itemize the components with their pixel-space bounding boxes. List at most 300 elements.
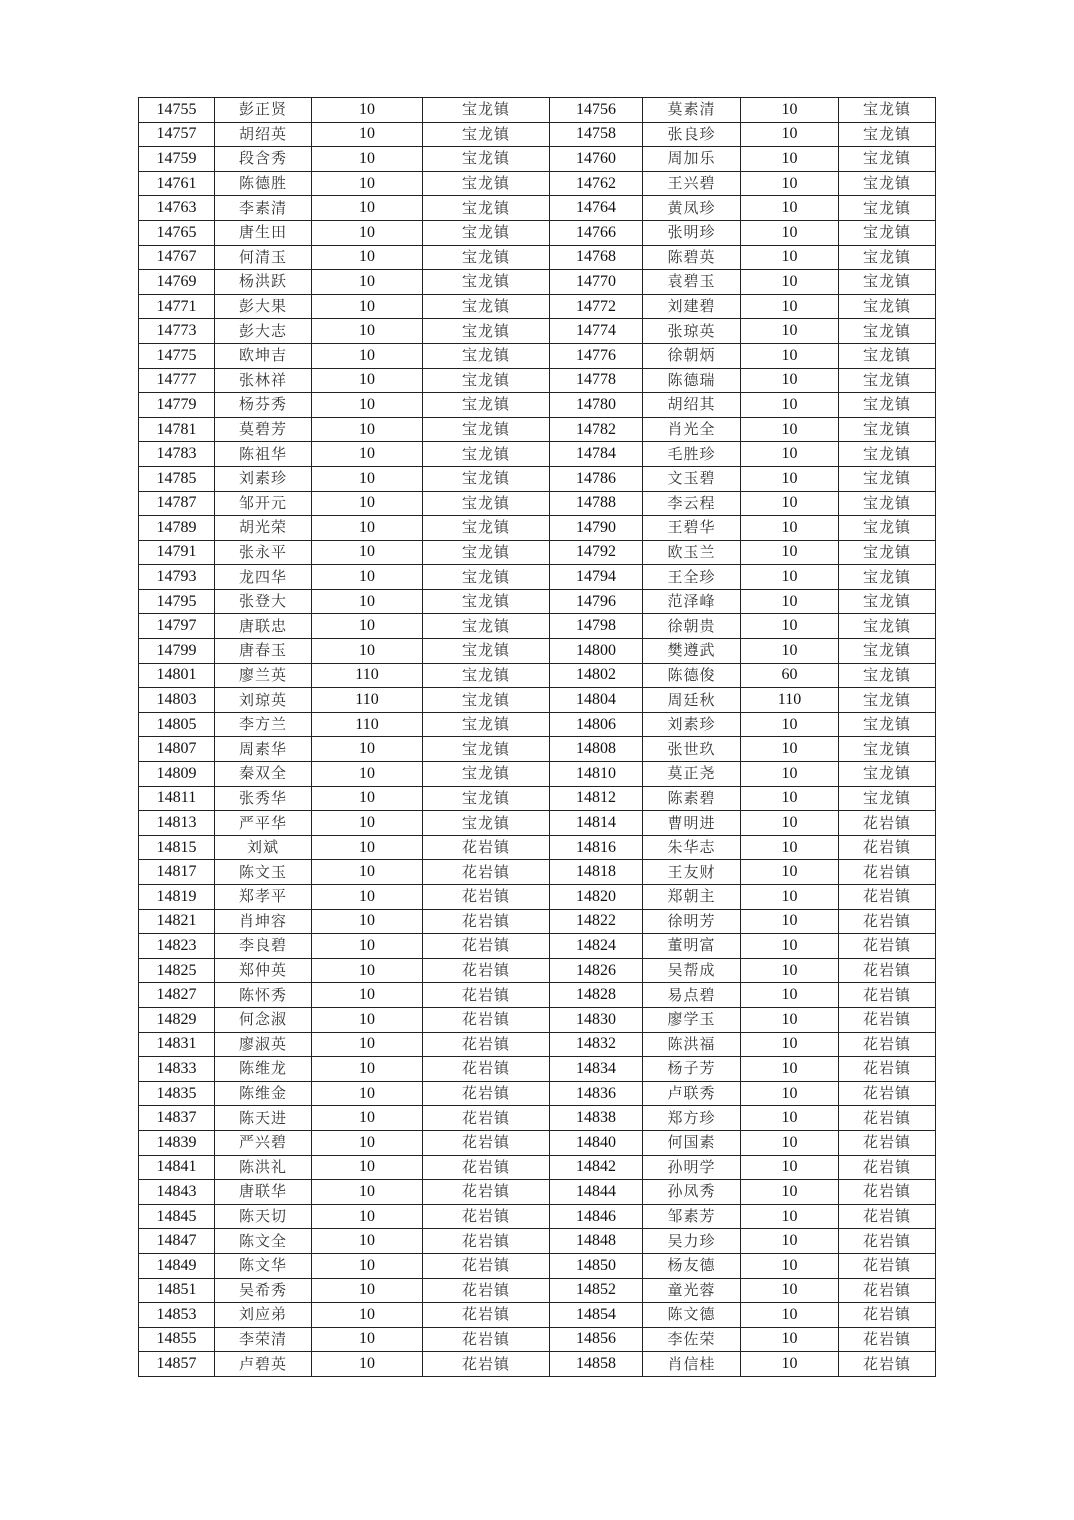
right-amount-cell: 10 (741, 1352, 839, 1377)
left-id-cell: 14827 (139, 983, 215, 1008)
right-town-cell: 宝龙镇 (839, 540, 936, 565)
table-row (139, 220, 936, 245)
right-name-cell: 王友财 (643, 860, 741, 885)
left-id-cell: 14809 (139, 762, 215, 787)
right-name-cell: 吴帮成 (643, 958, 741, 983)
right-name-cell: 孙明学 (643, 1155, 741, 1180)
right-town-cell: 花岩镇 (839, 1253, 936, 1278)
table-row (139, 122, 936, 147)
right-id-cell: 14810 (550, 762, 643, 787)
table-row (139, 393, 936, 418)
left-id-cell: 14829 (139, 1007, 215, 1032)
table-row (139, 1327, 936, 1352)
right-amount-cell: 10 (741, 1278, 839, 1303)
left-amount-cell: 10 (312, 885, 423, 910)
right-name-cell: 周加乐 (643, 147, 741, 172)
left-name-cell: 胡绍英 (215, 122, 312, 147)
left-amount-cell: 10 (312, 811, 423, 836)
right-amount-cell: 10 (741, 639, 839, 664)
right-id-cell: 14852 (550, 1278, 643, 1303)
left-town-cell: 宝龙镇 (423, 343, 550, 368)
left-amount-cell: 10 (312, 639, 423, 664)
left-id-cell: 14769 (139, 270, 215, 295)
left-town-cell: 花岩镇 (423, 1032, 550, 1057)
right-amount-cell: 10 (741, 565, 839, 590)
right-town-cell: 宝龙镇 (839, 368, 936, 393)
right-town-cell: 宝龙镇 (839, 589, 936, 614)
right-name-cell: 胡绍其 (643, 393, 741, 418)
left-town-cell: 宝龙镇 (423, 122, 550, 147)
right-amount-cell: 10 (741, 712, 839, 737)
right-town-cell: 宝龙镇 (839, 122, 936, 147)
right-id-cell: 14856 (550, 1327, 643, 1352)
table-row (139, 934, 936, 959)
right-amount-cell: 10 (741, 393, 839, 418)
right-name-cell: 莫正尧 (643, 762, 741, 787)
right-town-cell: 花岩镇 (839, 1130, 936, 1155)
table-row (139, 909, 936, 934)
right-id-cell: 14788 (550, 491, 643, 516)
left-amount-cell: 10 (312, 1327, 423, 1352)
right-id-cell: 14848 (550, 1229, 643, 1254)
left-id-cell: 14843 (139, 1180, 215, 1205)
left-amount-cell: 10 (312, 614, 423, 639)
left-name-cell: 吴希秀 (215, 1278, 312, 1303)
left-id-cell: 14811 (139, 786, 215, 811)
left-town-cell: 花岩镇 (423, 860, 550, 885)
right-id-cell: 14774 (550, 319, 643, 344)
left-town-cell: 花岩镇 (423, 1057, 550, 1082)
left-amount-cell: 10 (312, 294, 423, 319)
left-amount-cell: 10 (312, 737, 423, 762)
left-id-cell: 14837 (139, 1106, 215, 1131)
right-town-cell: 花岩镇 (839, 1081, 936, 1106)
table-row (139, 245, 936, 270)
table-row (139, 786, 936, 811)
right-amount-cell: 10 (741, 171, 839, 196)
right-id-cell: 14834 (550, 1057, 643, 1082)
left-name-cell: 郑仲英 (215, 958, 312, 983)
left-name-cell: 彭大志 (215, 319, 312, 344)
right-amount-cell: 10 (741, 466, 839, 491)
left-amount-cell: 10 (312, 983, 423, 1008)
right-name-cell: 朱华志 (643, 835, 741, 860)
table-row (139, 540, 936, 565)
right-id-cell: 14760 (550, 147, 643, 172)
left-id-cell: 14777 (139, 368, 215, 393)
right-amount-cell: 10 (741, 786, 839, 811)
right-name-cell: 卢联秀 (643, 1081, 741, 1106)
left-id-cell: 14763 (139, 196, 215, 221)
right-amount-cell: 10 (741, 885, 839, 910)
left-amount-cell: 10 (312, 1155, 423, 1180)
left-town-cell: 花岩镇 (423, 1106, 550, 1131)
right-name-cell: 陈德瑞 (643, 368, 741, 393)
right-amount-cell: 10 (741, 934, 839, 959)
left-name-cell: 唐春玉 (215, 639, 312, 664)
right-name-cell: 樊遵武 (643, 639, 741, 664)
left-id-cell: 14833 (139, 1057, 215, 1082)
table-row (139, 466, 936, 491)
left-amount-cell: 10 (312, 565, 423, 590)
right-name-cell: 肖光全 (643, 417, 741, 442)
right-name-cell: 李佐荣 (643, 1327, 741, 1352)
left-town-cell: 宝龙镇 (423, 171, 550, 196)
table-row (139, 983, 936, 1008)
left-id-cell: 14787 (139, 491, 215, 516)
left-name-cell: 唐联忠 (215, 614, 312, 639)
table-row (139, 270, 936, 295)
left-name-cell: 陈文华 (215, 1253, 312, 1278)
right-id-cell: 14846 (550, 1204, 643, 1229)
left-amount-cell: 10 (312, 491, 423, 516)
table-row (139, 614, 936, 639)
right-name-cell: 曹明进 (643, 811, 741, 836)
table-row (139, 762, 936, 787)
right-amount-cell: 10 (741, 540, 839, 565)
left-town-cell: 花岩镇 (423, 1180, 550, 1205)
right-name-cell: 王全珍 (643, 565, 741, 590)
right-town-cell: 花岩镇 (839, 958, 936, 983)
left-id-cell: 14839 (139, 1130, 215, 1155)
table-row (139, 343, 936, 368)
right-town-cell: 花岩镇 (839, 909, 936, 934)
left-name-cell: 肖坤容 (215, 909, 312, 934)
right-name-cell: 刘素珍 (643, 712, 741, 737)
left-id-cell: 14849 (139, 1253, 215, 1278)
right-name-cell: 陈德俊 (643, 663, 741, 688)
right-town-cell: 花岩镇 (839, 1327, 936, 1352)
table-row (139, 1253, 936, 1278)
left-amount-cell: 10 (312, 98, 423, 123)
left-amount-cell: 10 (312, 1180, 423, 1205)
right-town-cell: 宝龙镇 (839, 663, 936, 688)
left-town-cell: 宝龙镇 (423, 737, 550, 762)
right-name-cell: 郑方珍 (643, 1106, 741, 1131)
table-row (139, 294, 936, 319)
left-name-cell: 何念淑 (215, 1007, 312, 1032)
table-row (139, 1106, 936, 1131)
left-id-cell: 14801 (139, 663, 215, 688)
left-name-cell: 张永平 (215, 540, 312, 565)
left-id-cell: 14783 (139, 442, 215, 467)
left-name-cell: 张登大 (215, 589, 312, 614)
right-town-cell: 宝龙镇 (839, 614, 936, 639)
left-name-cell: 陈洪礼 (215, 1155, 312, 1180)
right-name-cell: 陈碧英 (643, 245, 741, 270)
left-town-cell: 花岩镇 (423, 1253, 550, 1278)
left-amount-cell: 10 (312, 860, 423, 885)
right-town-cell: 宝龙镇 (839, 98, 936, 123)
left-amount-cell: 10 (312, 516, 423, 541)
left-town-cell: 宝龙镇 (423, 147, 550, 172)
right-id-cell: 14816 (550, 835, 643, 860)
right-town-cell: 宝龙镇 (839, 319, 936, 344)
right-name-cell: 张良珍 (643, 122, 741, 147)
right-amount-cell: 10 (741, 1229, 839, 1254)
right-name-cell: 李云程 (643, 491, 741, 516)
table-row (139, 147, 936, 172)
left-town-cell: 花岩镇 (423, 1352, 550, 1377)
right-amount-cell: 60 (741, 663, 839, 688)
right-name-cell: 王碧华 (643, 516, 741, 541)
table-row (139, 712, 936, 737)
right-town-cell: 宝龙镇 (839, 466, 936, 491)
table-row (139, 417, 936, 442)
left-town-cell: 花岩镇 (423, 1155, 550, 1180)
left-town-cell: 花岩镇 (423, 885, 550, 910)
right-town-cell: 宝龙镇 (839, 565, 936, 590)
right-id-cell: 14812 (550, 786, 643, 811)
right-name-cell: 袁碧玉 (643, 270, 741, 295)
left-town-cell: 花岩镇 (423, 1081, 550, 1106)
table-row (139, 565, 936, 590)
right-id-cell: 14814 (550, 811, 643, 836)
left-amount-cell: 10 (312, 1032, 423, 1057)
right-id-cell: 14842 (550, 1155, 643, 1180)
right-id-cell: 14844 (550, 1180, 643, 1205)
right-amount-cell: 10 (741, 589, 839, 614)
left-id-cell: 14757 (139, 122, 215, 147)
left-town-cell: 宝龙镇 (423, 811, 550, 836)
left-amount-cell: 10 (312, 589, 423, 614)
left-name-cell: 李荣清 (215, 1327, 312, 1352)
left-name-cell: 杨洪跃 (215, 270, 312, 295)
left-id-cell: 14855 (139, 1327, 215, 1352)
left-town-cell: 宝龙镇 (423, 294, 550, 319)
left-id-cell: 14793 (139, 565, 215, 590)
table-row (139, 958, 936, 983)
left-town-cell: 花岩镇 (423, 1229, 550, 1254)
left-amount-cell: 10 (312, 147, 423, 172)
left-amount-cell: 10 (312, 1007, 423, 1032)
left-amount-cell: 10 (312, 393, 423, 418)
table-row (139, 196, 936, 221)
left-amount-cell: 10 (312, 171, 423, 196)
left-amount-cell: 10 (312, 368, 423, 393)
left-id-cell: 14823 (139, 934, 215, 959)
left-id-cell: 14781 (139, 417, 215, 442)
right-id-cell: 14850 (550, 1253, 643, 1278)
left-name-cell: 陈文玉 (215, 860, 312, 885)
right-amount-cell: 10 (741, 835, 839, 860)
right-amount-cell: 10 (741, 1106, 839, 1131)
right-name-cell: 肖信桂 (643, 1352, 741, 1377)
table-row (139, 1032, 936, 1057)
left-amount-cell: 10 (312, 1057, 423, 1082)
left-town-cell: 宝龙镇 (423, 614, 550, 639)
right-town-cell: 宝龙镇 (839, 417, 936, 442)
right-town-cell: 宝龙镇 (839, 294, 936, 319)
right-name-cell: 徐朝炳 (643, 343, 741, 368)
left-town-cell: 花岩镇 (423, 1327, 550, 1352)
left-id-cell: 14835 (139, 1081, 215, 1106)
right-id-cell: 14784 (550, 442, 643, 467)
table-row (139, 885, 936, 910)
right-id-cell: 14772 (550, 294, 643, 319)
right-id-cell: 14768 (550, 245, 643, 270)
right-amount-cell: 10 (741, 245, 839, 270)
table-row (139, 1204, 936, 1229)
left-id-cell: 14755 (139, 98, 215, 123)
table-row (139, 1155, 936, 1180)
left-id-cell: 14815 (139, 835, 215, 860)
table-row (139, 1229, 936, 1254)
right-town-cell: 宝龙镇 (839, 639, 936, 664)
right-id-cell: 14798 (550, 614, 643, 639)
left-id-cell: 14803 (139, 688, 215, 713)
right-name-cell: 周廷秋 (643, 688, 741, 713)
left-town-cell: 花岩镇 (423, 909, 550, 934)
table-row (139, 442, 936, 467)
right-id-cell: 14830 (550, 1007, 643, 1032)
left-town-cell: 花岩镇 (423, 835, 550, 860)
left-amount-cell: 10 (312, 1106, 423, 1131)
right-id-cell: 14854 (550, 1303, 643, 1328)
right-name-cell: 张明珍 (643, 220, 741, 245)
left-id-cell: 14795 (139, 589, 215, 614)
right-name-cell: 廖学玉 (643, 1007, 741, 1032)
right-id-cell: 14822 (550, 909, 643, 934)
right-id-cell: 14782 (550, 417, 643, 442)
left-id-cell: 14853 (139, 1303, 215, 1328)
left-name-cell: 陈天进 (215, 1106, 312, 1131)
table-row (139, 98, 936, 123)
left-id-cell: 14807 (139, 737, 215, 762)
left-id-cell: 14767 (139, 245, 215, 270)
left-town-cell: 宝龙镇 (423, 220, 550, 245)
left-town-cell: 宝龙镇 (423, 712, 550, 737)
left-town-cell: 花岩镇 (423, 1303, 550, 1328)
left-name-cell: 刘斌 (215, 835, 312, 860)
right-amount-cell: 10 (741, 1155, 839, 1180)
right-id-cell: 14766 (550, 220, 643, 245)
left-amount-cell: 10 (312, 245, 423, 270)
left-amount-cell: 10 (312, 417, 423, 442)
right-id-cell: 14838 (550, 1106, 643, 1131)
right-amount-cell: 10 (741, 196, 839, 221)
left-amount-cell: 10 (312, 466, 423, 491)
left-id-cell: 14759 (139, 147, 215, 172)
right-town-cell: 宝龙镇 (839, 442, 936, 467)
right-amount-cell: 10 (741, 1007, 839, 1032)
left-id-cell: 14857 (139, 1352, 215, 1377)
right-town-cell: 宝龙镇 (839, 245, 936, 270)
left-amount-cell: 10 (312, 122, 423, 147)
left-name-cell: 胡光荣 (215, 516, 312, 541)
right-id-cell: 14806 (550, 712, 643, 737)
left-name-cell: 张林祥 (215, 368, 312, 393)
right-id-cell: 14778 (550, 368, 643, 393)
left-amount-cell: 10 (312, 270, 423, 295)
left-name-cell: 刘琼英 (215, 688, 312, 713)
table-body (139, 98, 936, 1377)
right-id-cell: 14808 (550, 737, 643, 762)
right-town-cell: 花岩镇 (839, 1007, 936, 1032)
left-name-cell: 陈祖华 (215, 442, 312, 467)
left-name-cell: 郑孝平 (215, 885, 312, 910)
right-name-cell: 欧玉兰 (643, 540, 741, 565)
table-row (139, 1130, 936, 1155)
left-town-cell: 宝龙镇 (423, 442, 550, 467)
right-name-cell: 徐朝贵 (643, 614, 741, 639)
table-row (139, 1278, 936, 1303)
right-amount-cell: 10 (741, 1057, 839, 1082)
right-amount-cell: 10 (741, 417, 839, 442)
right-amount-cell: 10 (741, 516, 839, 541)
left-amount-cell: 10 (312, 835, 423, 860)
right-amount-cell: 10 (741, 1204, 839, 1229)
left-name-cell: 廖兰英 (215, 663, 312, 688)
table-row (139, 171, 936, 196)
left-amount-cell: 10 (312, 442, 423, 467)
right-name-cell: 黄凤珍 (643, 196, 741, 221)
left-amount-cell: 10 (312, 1204, 423, 1229)
left-id-cell: 14845 (139, 1204, 215, 1229)
right-name-cell: 孙凤秀 (643, 1180, 741, 1205)
left-name-cell: 彭正贤 (215, 98, 312, 123)
right-name-cell: 郑朝主 (643, 885, 741, 910)
left-town-cell: 宝龙镇 (423, 417, 550, 442)
right-name-cell: 杨子芳 (643, 1057, 741, 1082)
table-row (139, 737, 936, 762)
left-town-cell: 花岩镇 (423, 983, 550, 1008)
right-name-cell: 王兴碧 (643, 171, 741, 196)
left-name-cell: 段含秀 (215, 147, 312, 172)
right-id-cell: 14780 (550, 393, 643, 418)
right-town-cell: 宝龙镇 (839, 737, 936, 762)
left-id-cell: 14785 (139, 466, 215, 491)
right-name-cell: 张世玖 (643, 737, 741, 762)
left-town-cell: 宝龙镇 (423, 589, 550, 614)
right-id-cell: 14792 (550, 540, 643, 565)
right-amount-cell: 10 (741, 1303, 839, 1328)
right-amount-cell: 10 (741, 1130, 839, 1155)
roster-table (138, 97, 936, 1377)
left-amount-cell: 10 (312, 1253, 423, 1278)
left-amount-cell: 110 (312, 688, 423, 713)
right-town-cell: 花岩镇 (839, 1057, 936, 1082)
right-name-cell: 徐明芳 (643, 909, 741, 934)
right-town-cell: 宝龙镇 (839, 762, 936, 787)
right-id-cell: 14804 (550, 688, 643, 713)
left-name-cell: 莫碧芳 (215, 417, 312, 442)
right-town-cell: 宝龙镇 (839, 196, 936, 221)
right-amount-cell: 10 (741, 1032, 839, 1057)
table-row (139, 835, 936, 860)
right-name-cell: 易点碧 (643, 983, 741, 1008)
left-id-cell: 14821 (139, 909, 215, 934)
right-id-cell: 14818 (550, 860, 643, 885)
left-name-cell: 何清玉 (215, 245, 312, 270)
right-town-cell: 花岩镇 (839, 1106, 936, 1131)
left-name-cell: 卢碧英 (215, 1352, 312, 1377)
left-name-cell: 陈维金 (215, 1081, 312, 1106)
right-town-cell: 宝龙镇 (839, 220, 936, 245)
left-id-cell: 14791 (139, 540, 215, 565)
left-amount-cell: 10 (312, 220, 423, 245)
left-amount-cell: 10 (312, 909, 423, 934)
left-town-cell: 宝龙镇 (423, 663, 550, 688)
right-amount-cell: 10 (741, 294, 839, 319)
left-amount-cell: 10 (312, 786, 423, 811)
right-town-cell: 宝龙镇 (839, 712, 936, 737)
table-row (139, 368, 936, 393)
left-town-cell: 花岩镇 (423, 934, 550, 959)
right-town-cell: 花岩镇 (839, 1155, 936, 1180)
left-id-cell: 14813 (139, 811, 215, 836)
left-id-cell: 14765 (139, 220, 215, 245)
